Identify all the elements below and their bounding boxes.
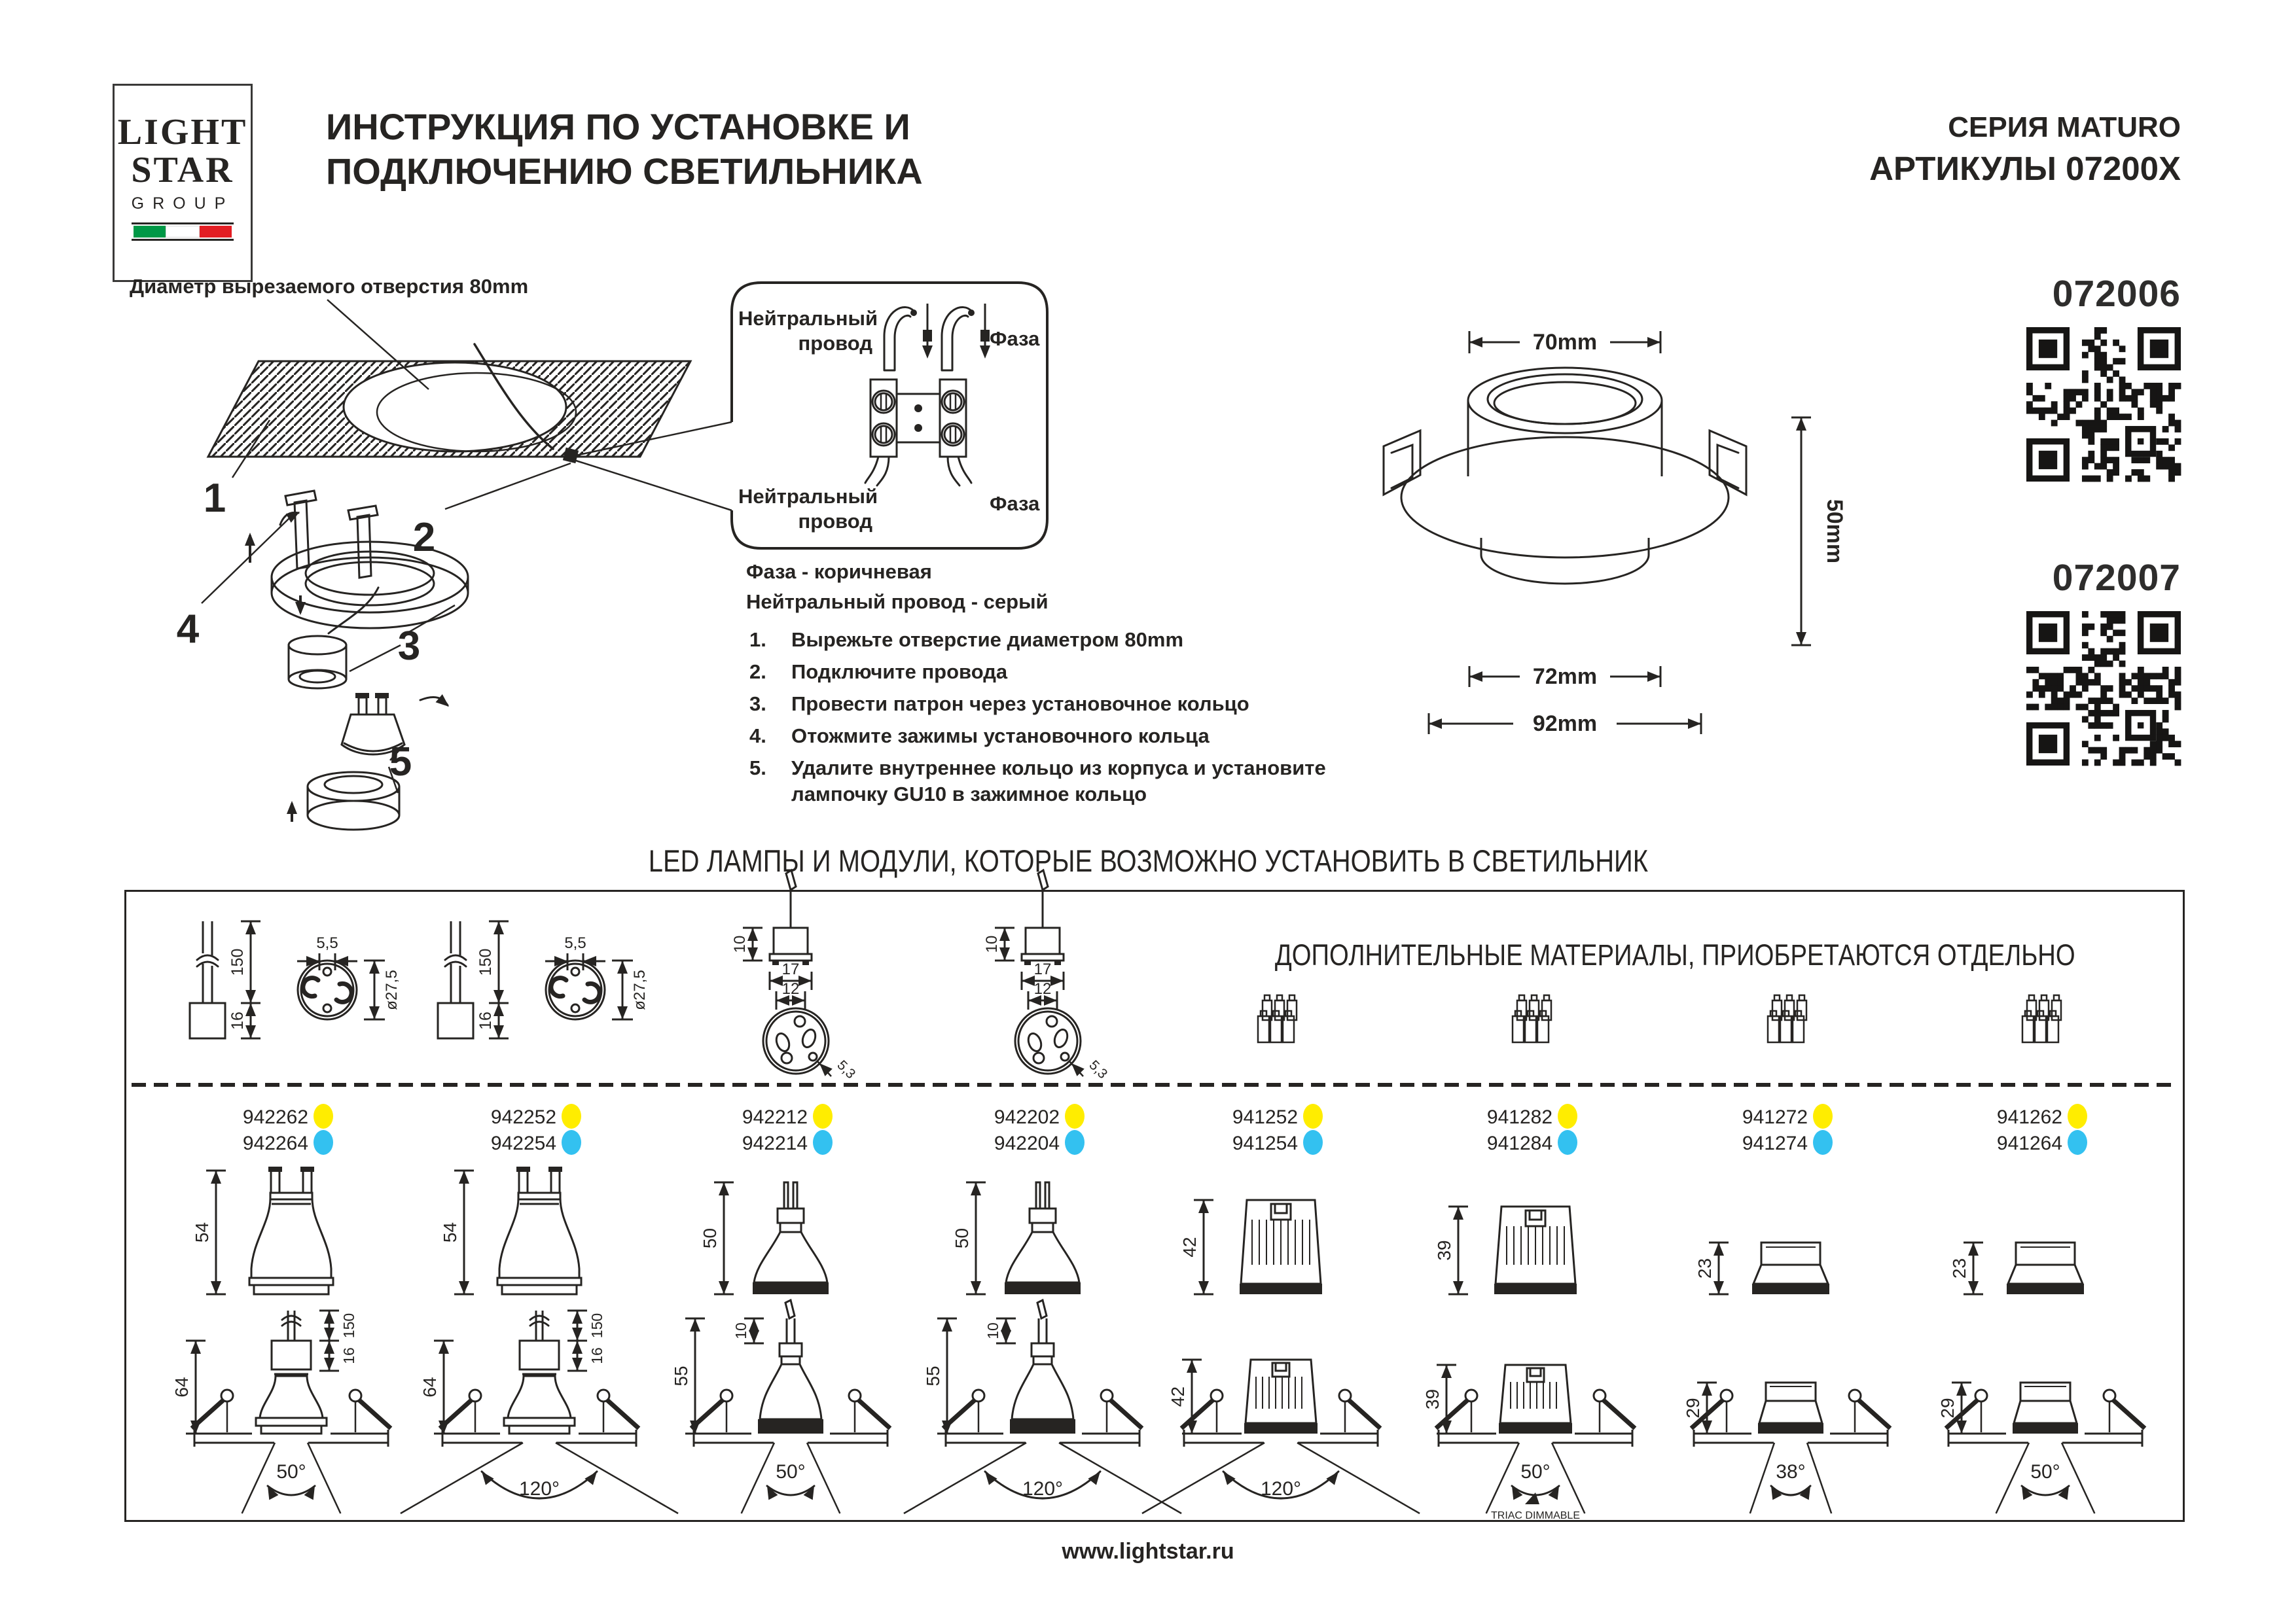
dim-label: 50 [952,1227,972,1249]
lamp-table-svg [126,892,2183,1520]
article-number-yellow: 942252 [490,1106,556,1128]
triac-note: TRIAC DIMMABLE [1490,1510,1581,1521]
phase-label-top: Фаза [990,327,1040,350]
dim-label: 150 [228,948,247,976]
series-label: СЕРИЯ MATURO [1948,111,2181,143]
dim-label: 16 [228,1012,247,1030]
dim-label: 29 [1937,1398,1958,1419]
logo-group: GROUP [131,194,234,213]
dim-label: 92mm [1532,711,1598,736]
cyan-dot [1558,1130,1577,1155]
article-code-2: 072007 [2052,557,2181,599]
cyan-dot [314,1130,333,1155]
articles-label: АРТИКУЛЫ 07200X [1869,150,2181,187]
dim-label: 120° [1260,1478,1302,1500]
lamp-section-title: LED ЛАМПЫ И МОДУЛИ, КОТОРЫЕ ВОЗМОЖНО УСТАНОВИТЬ В СВЕТИЛЬНИК [648,843,1648,878]
article-number-yellow: 941252 [1232,1106,1298,1128]
dim-label: 50 [700,1227,720,1249]
neutral-color-note: Нейтральный провод - серый [746,590,1049,613]
yellow-dot [1813,1104,1833,1129]
dim-label: 10 [732,1322,749,1339]
step-2: 2. Подключите провода [749,660,1008,683]
yellow-dot [2068,1104,2087,1129]
dim-label: 17 [781,961,800,978]
cyan-dot [562,1130,581,1155]
article-number-cyan: 942264 [242,1133,308,1154]
yellow-dot [1065,1104,1085,1129]
dim-label: 5,5 [316,934,338,952]
dim-label: 29 [1683,1398,1703,1419]
step-4: 4. Отожмите зажимы установочного кольца [749,724,1210,747]
table-column-8 [1937,995,2145,1513]
step-3: 3. Провести патрон через установочное кольцо [749,692,1249,715]
cyan-dot [1303,1130,1323,1155]
article-number-cyan: 941274 [1742,1133,1808,1154]
article-number-cyan: 942204 [994,1133,1060,1154]
article-number-yellow: 942212 [742,1106,808,1128]
dim-label: 70mm [1532,330,1598,355]
logo-light: LIGHT [117,112,248,152]
article-number-cyan: 941254 [1232,1133,1298,1154]
terminal-block-icon [863,374,980,489]
dim-label: 10 [984,1322,1001,1339]
table-column-1 [171,921,401,1513]
part-label-5: 5 [389,739,412,785]
dim-label: 38° [1776,1461,1806,1483]
page-title: ИНСТРУКЦИЯ ПО УСТАНОВКЕ И ПОДКЛЮЧЕНИЮ СВЕТИЛЬНИКА [326,106,923,192]
neutral-wire-label-bottom: Нейтральный провод [738,485,878,533]
table-column-4 [904,870,1181,1513]
qr-code-072007 [2026,611,2181,766]
logo-star: STAR [131,150,234,190]
step-1: 1. Вырежьте отверстие диаметром 80mm [749,628,1184,651]
dim-label: 55 [671,1366,691,1386]
dim-label: 5,5 [564,934,586,952]
part-label-1: 1 [203,476,226,521]
dimensions-diagram [1342,281,1878,792]
cyan-dot [1813,1130,1833,1155]
dim-label: 16 [340,1347,357,1364]
dim-label: 12 [781,980,800,998]
dim-label: 16 [476,1012,495,1030]
wires-icon [880,293,992,378]
yellow-dot [813,1104,833,1129]
dim-label: 150 [588,1313,605,1339]
dim-label: 50° [776,1461,806,1483]
cyan-dot [1065,1130,1085,1155]
dim-label: 12 [1033,980,1052,998]
neutral-wire-label-top: Нейтральный провод [738,307,878,355]
dim-label: 23 [1949,1258,1969,1279]
dim-label: ø27,5 [383,970,401,1010]
dim-label: 64 [420,1377,440,1398]
table-column-5 [1142,995,1420,1513]
additional-materials-title: ДОПОЛНИТЕЛЬНЫЕ МАТЕРИАЛЫ, ПРИОБРЕТАЮТСЯ ОТДЕЛЬНО [1274,938,2075,972]
cut-hole [344,362,566,451]
dim-label: 39 [1422,1388,1443,1410]
dim-label: 10 [731,935,749,953]
article-number-cyan: 942254 [490,1133,556,1154]
phase-color-note: Фаза - коричневая [746,560,932,583]
cyan-dot [813,1130,833,1155]
lightstar-logo [113,84,253,282]
website-url: www.lightstar.ru [1062,1539,1234,1564]
article-number-yellow: 941272 [1742,1106,1808,1128]
part-label-4: 4 [176,607,200,652]
dim-label: 54 [192,1222,212,1243]
article-number-cyan: 941284 [1486,1133,1552,1154]
article-code-1: 072006 [2052,273,2181,315]
dim-label: 23 [1695,1258,1715,1279]
dim-label: 17 [1033,961,1052,978]
install-diagram [98,281,740,838]
dim-label: 72mm [1532,664,1598,689]
dim-label: 50° [1520,1461,1551,1483]
yellow-dot [314,1104,333,1129]
lamp-table-box [124,890,2185,1522]
article-number-cyan: 941264 [1996,1133,2062,1154]
table-column-2 [401,921,678,1513]
article-number-yellow: 941282 [1486,1106,1552,1128]
dim-label: 39 [1434,1240,1454,1261]
cyan-dot [2068,1130,2087,1155]
qr-code-072006 [2026,327,2181,482]
yellow-dot [562,1104,581,1129]
article-number-cyan: 942214 [742,1133,808,1154]
dim-label: 120° [518,1478,560,1500]
dim-label: 120° [1022,1478,1064,1500]
part-label-3: 3 [397,624,421,669]
dim-label: 5,3 [834,1057,859,1082]
dim-label: ø27,5 [631,970,649,1010]
dim-label: 42 [1179,1237,1200,1258]
dim-label: 55 [923,1366,943,1386]
italian-flag [132,222,234,241]
dim-label: 50° [276,1461,306,1483]
step-5: 5. Удалите внутреннее кольцо из корпуса и установите лампочку GU10 в зажимное кольцо [749,756,1326,805]
article-number-yellow: 942202 [994,1106,1060,1128]
dim-label: 150 [476,948,495,976]
hole-diameter-note: Диаметр вырезаемого отверстия 80mm [130,275,529,298]
dim-label: 16 [588,1347,605,1364]
part-label-2: 2 [412,515,436,560]
dim-label: 10 [983,935,1001,953]
dim-label: 5,3 [1086,1057,1111,1082]
dim-label: 64 [171,1377,192,1398]
article-number-yellow: 941262 [1996,1106,2062,1128]
yellow-dot [1558,1104,1577,1129]
dim-label: 54 [440,1222,460,1243]
article-number-yellow: 942262 [242,1106,308,1128]
table-column-7 [1683,995,1890,1513]
phase-label-bottom: Фаза [990,492,1040,515]
table-column-3 [671,870,890,1513]
dim-label: 50° [2030,1461,2060,1483]
install-steps [749,627,1358,813]
dim-label: 42 [1168,1386,1188,1407]
yellow-dot [1303,1104,1323,1129]
table-column-6 [1422,995,1635,1521]
dim-label: 150 [340,1313,357,1339]
dim-side: 50mm [1822,499,1847,564]
